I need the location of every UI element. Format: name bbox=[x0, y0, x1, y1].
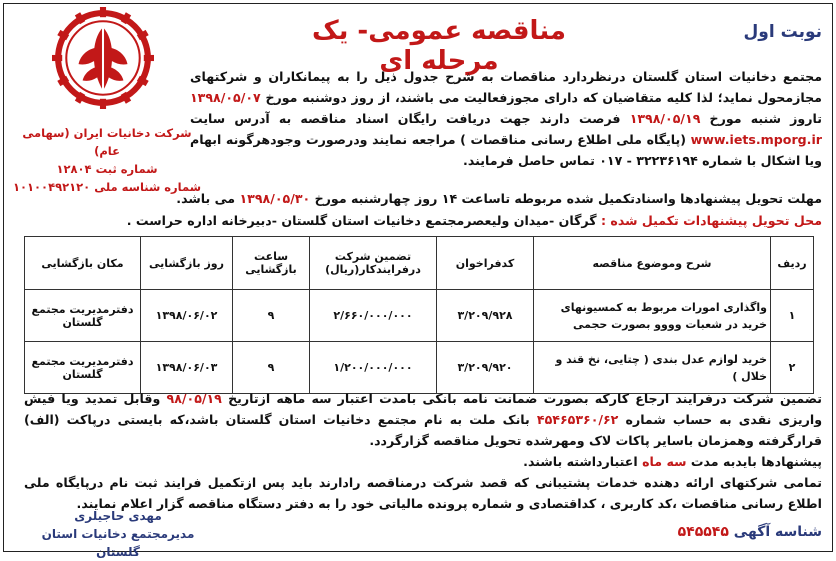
terms-text-1: تضمین شرکت درفرایند ارجاع کارکه بصورت ضمانت نامه بانکی بامدت اعتبار سه ماهه ازتاریخ bbox=[228, 391, 822, 406]
guarantee-date: ۹۸/۰۵/۱۹ bbox=[166, 391, 222, 406]
intro-text-2: تاروز شنبه مورخ bbox=[709, 111, 822, 126]
notice-round: نوبت اول bbox=[743, 22, 822, 42]
col-subject: شرح وموضوع مناقصه bbox=[534, 237, 771, 290]
signature bbox=[28, 507, 208, 561]
terms-text-3: بانک ملت به نام مجتمع دخانیات استان گلستان باشد،که بایستی درپاکت (الف) قرارگرفته وهمزمان باسایر پاکات لاک ومهرشده تحویل مناقصه گزارگردد. bbox=[24, 412, 822, 448]
cell-day: ۱۳۹۸/۰۶/۰۲ bbox=[141, 290, 233, 342]
validity-period: سه ماه bbox=[642, 454, 687, 469]
cell-subject: خرید لوازم عدل بندی ( چتایی، نخ قند و خلال ) bbox=[534, 342, 771, 394]
col-row: ردیف bbox=[771, 237, 814, 290]
company-name: شرکت دخانیات ایران (سهامی عام) bbox=[22, 126, 192, 158]
col-code: کدفراخوان bbox=[437, 237, 534, 290]
cell-subject: واگذاری امورات مربوط به کمسیونهای خرید در شعبات وووو بصورت حجمی bbox=[534, 290, 771, 342]
tender-table bbox=[24, 236, 814, 394]
ad-id-label: شناسه آگهی bbox=[733, 524, 822, 540]
cell-row: ۲ bbox=[771, 342, 814, 394]
start-date: ۱۳۹۸/۰۵/۰۷ bbox=[190, 90, 261, 105]
submission-deadline bbox=[24, 191, 822, 206]
intro-paragraph bbox=[190, 66, 822, 171]
col-hour: ساعت بازگشایی bbox=[233, 237, 310, 290]
website-link[interactable]: www.iets.mporg.ir bbox=[690, 132, 822, 147]
terms-paragraph bbox=[24, 388, 822, 514]
delivery-text: گرگان -میدان ولیعصرمجتمع دخانیات استان گلستان -دبیرخانه اداره حراست . bbox=[126, 213, 597, 228]
cell-place: دفترمدیریت مجتمع گلستان bbox=[25, 290, 141, 342]
cell-hour: ۹ bbox=[233, 342, 310, 394]
table-row bbox=[25, 290, 814, 342]
registration-number: شماره ثبت ۱۲۸۰۴ bbox=[56, 162, 158, 176]
cell-hour: ۹ bbox=[233, 290, 310, 342]
cell-guarantee: ۱/۲۰۰/۰۰۰/۰۰۰ bbox=[310, 342, 437, 394]
ad-id-value: ۵۴۵۵۴۵ bbox=[677, 524, 729, 540]
tender-notice bbox=[3, 3, 833, 559]
intro-text-4: (پایگاه ملی اطلاع رسانی مناقصات ) مراجعه نمایند ودرصورت وجودهرگونه ابهام ویا اشکال با شماره ۳۲۲۳۶۱۹۴ - ۰۱۷ تماس حاصل فرمایند. bbox=[190, 132, 822, 168]
validity-text-a: پیشنهادها بایدبه مدت bbox=[690, 454, 822, 469]
delivery-label: محل تحویل پیشنهادات تکمیل شده : bbox=[600, 213, 822, 228]
ad-id bbox=[678, 524, 822, 540]
cell-guarantee: ۲/۶۶۰/۰۰۰/۰۰۰ bbox=[310, 290, 437, 342]
terms-text-2: وقابل تمدید ویا فیش واریزی نقدی به حساب شماره bbox=[24, 391, 823, 427]
table-header-row bbox=[25, 237, 814, 290]
national-id: شماره شناسه ملی ۱۰۱۰۰۴۹۲۱۲۰ bbox=[12, 180, 202, 194]
page-title: مناقصه عمومی- یک مرحله ای bbox=[311, 16, 567, 76]
table-row bbox=[25, 342, 814, 394]
signer-name: مهدی حاجیلری bbox=[74, 509, 162, 523]
cell-place: دفترمدیریت مجتمع گلستان bbox=[25, 342, 141, 394]
cell-code: ۳/۲۰۹/۹۲۰ bbox=[437, 342, 534, 394]
registration-text: تمامی شرکتهای ارائه دهنده خدمات پشتیبانی که قصد شرکت درمناقصه رادارند باید پس ازتکمیل فرایند ثبت نام درپایگاه ملی اطلاع رسانی مناقصات ،کد کاربری ، کداقتصادی و شماره پرونده مالیاتی خود را به دفتر دستگاه مناقصه گزار اعلام نمایند. bbox=[24, 475, 822, 511]
intro-text-3: فرصت دارند جهت دریافت رایگان اسناد مناقصه به آدرس سایت bbox=[190, 111, 621, 126]
col-guarantee: تضمین شرکت درفرایندکار(ریال) bbox=[310, 237, 437, 290]
cell-code: ۳/۲۰۹/۹۲۸ bbox=[437, 290, 534, 342]
deadline-date: ۱۳۹۸/۰۵/۳۰ bbox=[239, 191, 311, 206]
delivery-location bbox=[24, 213, 822, 228]
tobacco-company-logo bbox=[52, 7, 154, 109]
deadline-text: مهلت تحویل پیشنهادها واسنادتکمیل شده مربوطه تاساعت ۱۴ روز چهارشنبه مورخ bbox=[314, 191, 822, 206]
cell-day: ۱۳۹۸/۰۶/۰۳ bbox=[141, 342, 233, 394]
intro-text-1: مجتمع دخانیات استان گلستان درنظردارد مناقصات به شرح جدول ذیل را به پیمانکاران و شرکتهای مجازمحول نماید؛ لذا کلیه متقاضیان که دارای مجوزفعالیت می باشند، از روز دوشنبه مورخ bbox=[190, 69, 822, 105]
validity-text-c: اعتبارداشته باشند. bbox=[523, 454, 638, 469]
signer-title: مدیرمجتمع دخانیات استان گلستان bbox=[41, 527, 195, 559]
account-number: ۴۵۴۶۵۳۶۰/۶۲ bbox=[536, 412, 619, 427]
col-day: روز بازگشایی bbox=[141, 237, 233, 290]
deadline-tail: می باشد. bbox=[176, 191, 236, 206]
cell-row: ۱ bbox=[771, 290, 814, 342]
col-place: مکان بازگشایی bbox=[25, 237, 141, 290]
company-info bbox=[8, 124, 206, 196]
end-date: ۱۳۹۸/۰۵/۱۹ bbox=[629, 111, 701, 126]
